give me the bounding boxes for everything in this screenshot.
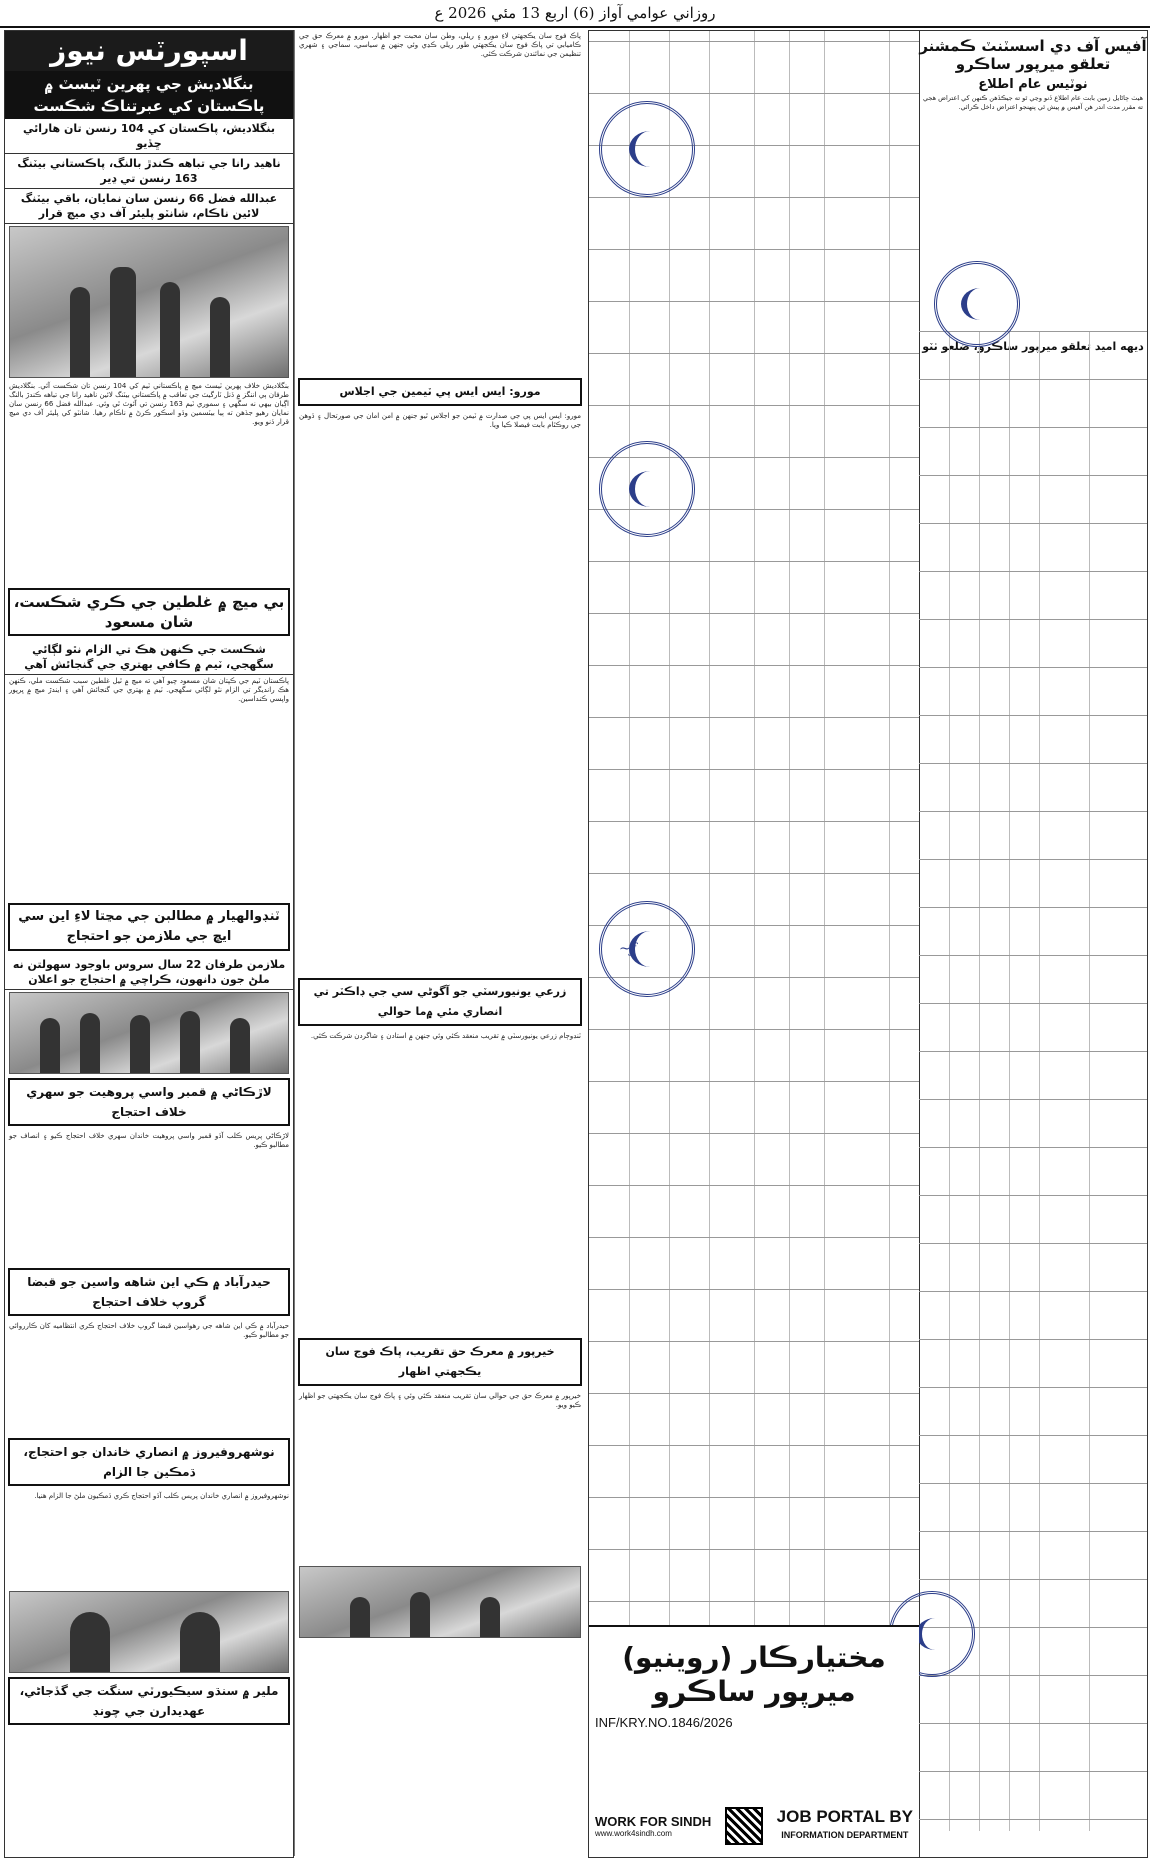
news-story5-title: ملير ۾ سنڌو سيڪيورٽي سنگت جي گڏجاڻي، عهديدارن جي چونڊ (8, 1677, 290, 1725)
table-row-line (919, 1339, 1147, 1340)
mukhtiarkar-title: مختيارڪار (روينيو) ميرپور ساڪرو (622, 1641, 886, 1708)
news-story2-title: لاڙڪاڻي ۾ قمبر واسي پروهيت جو سهري خلاف احتجاج (8, 1078, 290, 1126)
qr-code-icon (725, 1807, 763, 1845)
table-row-line (919, 427, 1147, 428)
table-row-line (589, 1237, 919, 1238)
masthead: روزاني عوامي آواز (6) اربع 13 مئي 2026 ع (0, 0, 1150, 28)
table-row-line (919, 667, 1147, 668)
news-col-body-1: پاڪ فوج سان يڪجهتي لاءِ مورو ۽ ريلي، وطن سان محبت جو اظهار. مورو ۾ معرڪ حق جي ڪاميابي تي پاڪ فوج سان يڪجهتي طور ريلي ڪڍي وئي جنهن ۾ سياسي، سماجي ۽ شهري تنظيمن جي نمائندن شرڪت ڪئي. (299, 32, 581, 58)
table-row-line (589, 873, 919, 874)
table-row-line (919, 1195, 1147, 1196)
table-row-line (589, 301, 919, 302)
table-row-line (589, 197, 919, 198)
table-row-line (589, 769, 919, 770)
news-column (294, 30, 585, 1856)
table-column-line (1039, 331, 1040, 1831)
table-row-line (919, 1243, 1147, 1244)
table-row-line (589, 1497, 919, 1498)
notice-body: هيٺ ڄاڻايل زمين بابت عام اطلاع ڏنو وڃي ٿو ته جيڪڏهن ڪنهن کي اعتراض هجي ته مقرر مدت اندر هن آفيس ۾ پيش ٿي پنهنجو اعتراض داخل ڪرائي. (923, 94, 1143, 111)
table-row-line (589, 1393, 919, 1394)
news-story4-body: نوشهروفيروز ۾ انصاري خاندان پريس ڪلب آڏو احتجاج ڪري ڌمڪيون ملڻ جا الزام هنيا. (34, 1492, 289, 1500)
sports-story2-title: بي ميچ ۾ غلطين جي ڪري شڪست، شان مسعود (8, 588, 290, 636)
job-portal-sub: INFORMATION DEPARTMENT (781, 1830, 909, 1840)
news-col2-title1: زرعي يونيورسٽي جو آگوڻي سي جي ڊاڪٽر تي انصاري مئي ۾ما حوالي (298, 978, 582, 1026)
table-column-line (889, 31, 890, 1821)
table-row-line (589, 1341, 919, 1342)
table-row-line (589, 405, 919, 406)
work-for-sindh-logo (595, 1814, 711, 1838)
table-row-line (919, 1147, 1147, 1148)
table-row-line (919, 1051, 1147, 1052)
news-story3-title: حيدرآباد ۾ ڪي اين شاهه واسين جو قبضا گروپ خلاف احتجاج (8, 1268, 290, 1316)
table-row-line (919, 1435, 1147, 1436)
table-row-line (589, 613, 919, 614)
table-row-line (589, 561, 919, 562)
table-row-line (919, 715, 1147, 716)
table-row-line (589, 249, 919, 250)
table-row-line (589, 1029, 919, 1030)
table-row-line (919, 619, 1147, 620)
news-story4-title: نوشهروفيروز ۾ انصاري خاندان جو احتجاج، ڌمڪين جا الزام (8, 1438, 290, 1486)
table-row-line (919, 1723, 1147, 1724)
official-stamp (599, 101, 695, 197)
news-col-body-4: خيرپور ۾ معرڪ حق جي حوالي سان تقريب منعقد ڪئي وئي ۽ پاڪ فوج سان يڪجهتي جو اظهار ڪيو ويو. (299, 1392, 581, 1409)
table-row-line (919, 1291, 1147, 1292)
work-for-sindh-label: WORK FOR SINDH (595, 1814, 712, 1829)
table-row-line (919, 1099, 1147, 1100)
table-row-line (589, 717, 919, 718)
meeting-photo (9, 1591, 289, 1673)
table-row-line (919, 1483, 1147, 1484)
table-row-line (919, 907, 1147, 908)
sports-lead-sub2: ناهيد رانا جي تباهه ڪندڙ بالنگ، پاڪستاني بيٽنگ 163 رنسن تي ڍير (5, 154, 293, 189)
official-stamp (934, 261, 1020, 347)
table-row-line (919, 1003, 1147, 1004)
news-story2-body: لاڙڪاڻي پريس ڪلب آڏو قمبر واسي پروهيت خاندان سهري خلاف احتجاج ڪيو ۽ انصاف جو مطالبو ڪيو. (9, 1132, 289, 1149)
sports-story2-sub: شڪست جي ڪنهن هڪ تي الزام نٿو لڳائي سگهجي، ٽيم ۾ ڪافي بهتري جي گنجائش آهي (5, 640, 293, 675)
table-row-line (919, 1579, 1147, 1580)
table-column-line (754, 31, 755, 1821)
table-row-line (919, 1771, 1147, 1772)
sports-lead-headline: بنگلاديش جي پهرين ٽيسٽ ۾ پاڪستان کي عبرتناڪ شڪست (5, 71, 293, 119)
table-row-line (919, 1675, 1147, 1676)
event-photo (299, 1566, 581, 1638)
job-portal-label: JOB PORTAL BY (776, 1807, 913, 1826)
table-column-line (979, 331, 980, 1831)
notice-title: نوٽيس عام اطلاع (978, 77, 1088, 92)
table-row-line (919, 859, 1147, 860)
official-stamp (599, 901, 695, 997)
sports-lead-body: بنگلاديش خلاف پهرين ٽيسٽ ميچ ۾ پاڪستاني ٽيم کي 104 رنسن تان شڪست آئي. بنگلاديش طرفان ٻي اننگز ۾ ڏنل ٽارگيٽ جي تعاقب ۾ پاڪستاني بيٽنگ لائين ناهيد رانا جي تباهه ڪندڙ بالنگ اڳيان بيهي نه سگهي ۽ سموري ٽيم 163 رنسن تي آئوٽ ٿي وئي. عبدالله فضل 66 رنسن سان نمايان رهيو جڏهن ته ٻيا بيٽسمين وڏو اسڪور ڪرڻ ۾ ناڪام رهيا. شانٽو کي پليئر آف دي ميچ قرار ڏنو ويو. (9, 382, 290, 426)
sports-lead-sub1: بنگلاديش، پاڪستان کي 104 رنسن تان هارائي ڇڏيو (5, 119, 293, 154)
news-col-body-3: ٽنڊوڄام زرعي يونيورسٽي ۾ تقريب منعقد ڪئي وئي جنهن ۾ استادن ۽ شاگردن شرڪت ڪئي. (310, 1032, 581, 1040)
sports-story2-body: پاڪستان ٽيم جي ڪپتان شان مسعود چيو آهي ته ميچ ۾ ٿيل غلطين سبب شڪست ملي، ڪنهن هڪ رانديگر تي الزام نٿو لڳائي سگهجي. ٽيم ۾ بهتري جي گنجائش آهي ۽ ايندڙ ميچ ۾ ڀرپور واپسي ڪنداسين. (9, 677, 289, 703)
table-row-line (589, 1289, 919, 1290)
table-row-line (589, 1601, 919, 1602)
table-row-line (919, 811, 1147, 812)
cricket-photo (9, 226, 289, 378)
table-row-line (589, 1445, 919, 1446)
table-column-line (1009, 331, 1010, 1831)
table-row-line (589, 353, 919, 354)
news-side-title: مورو: ايس ايس پي ٽيمين جي اجلاس (298, 378, 582, 406)
table-row-line (919, 1387, 1147, 1388)
table-row-line (589, 1081, 919, 1082)
official-stamp (599, 441, 695, 537)
news-story1-title: ٽنڊوالهيار ۾ مطالبن جي مڃتا لاءِ اين سي ايڇ جي ملازمن جو احتجاج (8, 903, 290, 951)
work-for-sindh-url: www.work4sindh.com (595, 1829, 672, 1838)
table-row-line (919, 571, 1147, 572)
table-column-line (824, 31, 825, 1821)
office-title: آفيس آف دي اسسٽنٽ ڪمشنر تعلقو ميرپور ساڪرو (919, 37, 1147, 73)
public-notice (588, 30, 1148, 1858)
sports-section (4, 30, 294, 1858)
table-row-line (589, 1185, 919, 1186)
signature: ~ƒ (619, 941, 636, 957)
table-row-line (919, 763, 1147, 764)
news-col-body-2: مورو: ايس ايس پي جي صدارت ۾ ٽيمن جو اجلاس ٿيو جنهن ۾ امن امان جي صورتحال ۽ ڏوهن جي روڪٿام بابت فيصلا ڪيا ويا. (299, 412, 581, 429)
news-col2-title2: خيرپور ۾ معرڪ حق تقريب، پاڪ فوج سان يڪجهتي اظهار (298, 1338, 582, 1386)
table-row-line (589, 93, 919, 94)
table-row-line (919, 379, 1147, 380)
table-row-line (919, 523, 1147, 524)
table-row-line (589, 665, 919, 666)
sports-lead-sub3: عبدالله فضل 66 رنسن سان نمايان، باقي بيٽنگ لائين ناڪام، شانٽو پليئر آف دي ميچ قرار (5, 189, 293, 224)
table-title: ديهه اميد تعلقو ميرپور ساڪرو، ضلعو ٺٽو (922, 340, 1144, 353)
table-row-line (589, 821, 919, 822)
job-portal-logo (777, 1808, 913, 1844)
table-row-line (589, 41, 919, 42)
table-row-line (919, 955, 1147, 956)
table-row-line (589, 1549, 919, 1550)
table-row-line (919, 1531, 1147, 1532)
table-column-line (1089, 331, 1090, 1831)
reference-number: INF/KRY.NO.1846/2026 (595, 1715, 733, 1730)
table-row-line (589, 1133, 919, 1134)
table-column-line (789, 31, 790, 1821)
table-row-line (919, 1819, 1147, 1820)
notice-footer (589, 1625, 919, 1857)
news-story1-sub: ملازمن طرفان 22 سال سروس باوجود سهولتن نه ملڻ جون دانهون، ڪراچي ۾ احتجاج جو اعلان (5, 955, 293, 990)
table-row-line (919, 475, 1147, 476)
news-story3-body: حيدرآباد ۾ ڪي اين شاهه جي رهواسين قبضا گروپ خلاف احتجاج ڪري انتظاميه کان ڪارروائي جو مطالبو ڪيو. (9, 1322, 289, 1339)
sports-section-title: اسپورٽس نيوز (5, 31, 293, 71)
table-column-line (709, 31, 710, 1821)
protest-photo-1 (9, 992, 289, 1074)
